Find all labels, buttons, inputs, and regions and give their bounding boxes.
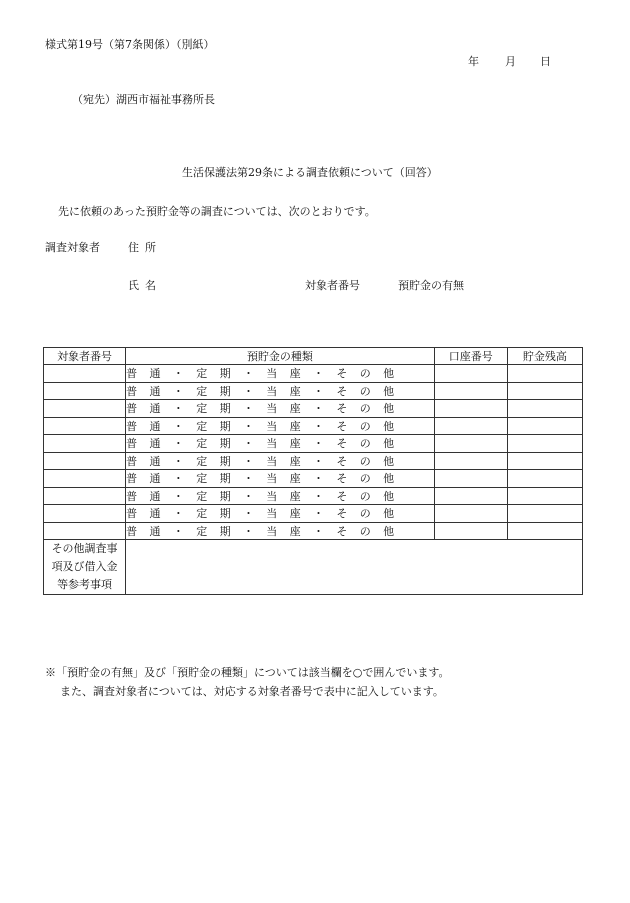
- deposit-type-char: 他: [383, 367, 395, 381]
- deposit-type-char: ・: [242, 402, 254, 416]
- deposit-type-char: 普: [126, 384, 138, 398]
- deposit-type-char: そ: [336, 454, 348, 468]
- table-row: [44, 382, 583, 400]
- deposit-type-char: ・: [172, 402, 184, 416]
- deposit-type-char: 期: [219, 472, 231, 486]
- deposit-type-char: 通: [149, 507, 161, 521]
- account-number-cell[interactable]: [434, 505, 507, 523]
- table-row: [44, 400, 583, 418]
- deposit-type-char: 他: [383, 524, 395, 538]
- account-number-cell[interactable]: [434, 417, 507, 435]
- deposit-type-char: 期: [219, 419, 231, 433]
- deposit-type-char: 座: [289, 402, 301, 416]
- deposit-type-char: の: [359, 402, 371, 416]
- notes-label-line: 等参考事項: [57, 578, 113, 591]
- balance-cell[interactable]: [507, 505, 582, 523]
- deposit-type-char: そ: [336, 489, 348, 503]
- deposit-type-char: 定: [196, 419, 208, 433]
- deposit-type-char: 通: [149, 472, 161, 486]
- target-number-cell[interactable]: [44, 470, 126, 488]
- name-label: 氏名: [128, 279, 162, 292]
- balance-cell[interactable]: [507, 452, 582, 470]
- date-year-label: 年: [468, 55, 479, 68]
- deposit-type-char: ・: [172, 524, 184, 538]
- deposit-type-char: 通: [149, 419, 161, 433]
- deposit-type-char: 座: [289, 489, 301, 503]
- deposit-type-char: 当: [266, 489, 278, 503]
- deposit-type-char: ・: [242, 454, 254, 468]
- deposit-type-char: そ: [336, 402, 348, 416]
- target-number-cell[interactable]: [44, 435, 126, 453]
- deposit-type-char: 座: [289, 472, 301, 486]
- target-number-cell[interactable]: [44, 505, 126, 523]
- balance-cell[interactable]: [507, 417, 582, 435]
- document-title: 生活保護法第29条による調査依頼について（回答）: [182, 166, 438, 179]
- target-number-label: 対象者番号: [305, 279, 360, 292]
- deposit-type-char: 通: [149, 524, 161, 538]
- date-day-label: 日: [540, 55, 551, 68]
- deposit-type-char: ・: [313, 419, 325, 433]
- balance-cell[interactable]: [507, 522, 582, 540]
- account-number-cell[interactable]: [434, 400, 507, 418]
- balance-cell[interactable]: [507, 365, 582, 383]
- deposit-type-char: そ: [336, 524, 348, 538]
- deposit-type-char: ・: [242, 524, 254, 538]
- deposit-type-char: 普: [126, 419, 138, 433]
- deposit-type-char: 通: [149, 367, 161, 381]
- deposit-type-char: そ: [336, 384, 348, 398]
- balance-cell[interactable]: [507, 400, 582, 418]
- deposit-type-char: 他: [383, 384, 395, 398]
- table-row: [44, 417, 583, 435]
- deposit-type-char: 当: [266, 402, 278, 416]
- deposit-type-char: 定: [196, 489, 208, 503]
- deposit-type-char: ・: [242, 437, 254, 451]
- deposit-existence-label: 預貯金の有無: [398, 279, 464, 292]
- deposit-type-cell: [126, 365, 435, 383]
- account-number-cell[interactable]: [434, 435, 507, 453]
- deposit-type-char: 期: [219, 507, 231, 521]
- table-row: [44, 452, 583, 470]
- deposit-type-char: 当: [266, 524, 278, 538]
- deposit-type-char: 普: [126, 472, 138, 486]
- intro-text: 先に依頼のあった預貯金等の調査については、次のとおりです。: [58, 205, 376, 218]
- deposit-type-char: ・: [313, 367, 325, 381]
- deposit-type-char: 期: [219, 402, 231, 416]
- deposit-type-char: 定: [196, 402, 208, 416]
- deposit-type-options: [126, 453, 394, 469]
- target-number-cell[interactable]: [44, 417, 126, 435]
- deposit-type-char: ・: [242, 507, 254, 521]
- deposit-type-char: ・: [313, 454, 325, 468]
- deposit-type-options: [126, 505, 394, 521]
- deposit-type-char: ・: [172, 472, 184, 486]
- deposit-type-char: 座: [289, 524, 301, 538]
- deposit-type-options: [126, 470, 394, 486]
- notes-label: [44, 540, 126, 595]
- table-row: [44, 487, 583, 505]
- addressee: （宛先）湖西市福祉事務所長: [72, 93, 215, 106]
- deposit-type-char: 座: [289, 454, 301, 468]
- table-row: [44, 505, 583, 523]
- table-header-row: [44, 348, 583, 365]
- deposit-type-char: の: [359, 367, 371, 381]
- deposit-type-char: の: [359, 419, 371, 433]
- deposit-type-char: そ: [336, 437, 348, 451]
- deposit-type-char: 普: [126, 454, 138, 468]
- target-number-cell[interactable]: [44, 487, 126, 505]
- deposit-type-char: そ: [336, 367, 348, 381]
- deposit-type-char: 座: [289, 507, 301, 521]
- deposit-type-char: 定: [196, 437, 208, 451]
- deposit-type-char: 他: [383, 419, 395, 433]
- deposit-type-char: 当: [266, 437, 278, 451]
- deposit-type-char: 当: [266, 472, 278, 486]
- balance-cell[interactable]: [507, 470, 582, 488]
- deposit-type-char: 普: [126, 524, 138, 538]
- deposit-type-char: 定: [196, 454, 208, 468]
- deposit-type-char: 期: [219, 367, 231, 381]
- deposit-type-char: 定: [196, 507, 208, 521]
- deposit-type-char: 他: [383, 489, 395, 503]
- deposit-type-char: そ: [336, 419, 348, 433]
- deposit-type-char: 普: [126, 437, 138, 451]
- deposit-type-char: 定: [196, 524, 208, 538]
- target-number-cell[interactable]: [44, 400, 126, 418]
- deposit-type-char: 当: [266, 507, 278, 521]
- deposit-type-char: ・: [172, 437, 184, 451]
- deposit-type-char: ・: [242, 384, 254, 398]
- deposit-type-char: の: [359, 524, 371, 538]
- deposit-type-char: 普: [126, 367, 138, 381]
- deposit-type-char: 座: [289, 419, 301, 433]
- address-label: 住所: [128, 241, 162, 254]
- deposit-type-char: 通: [149, 402, 161, 416]
- deposit-type-char: ・: [172, 507, 184, 521]
- deposit-type-char: ・: [172, 489, 184, 503]
- account-number-cell[interactable]: [434, 365, 507, 383]
- header-balance: 貯金残高: [507, 348, 582, 365]
- form-number: 様式第19号（第7条関係）（別紙）: [45, 38, 215, 51]
- deposit-type-char: の: [359, 507, 371, 521]
- deposit-type-char: の: [359, 384, 371, 398]
- balance-cell[interactable]: [507, 382, 582, 400]
- deposit-type-char: ・: [313, 472, 325, 486]
- account-number-cell[interactable]: [434, 487, 507, 505]
- deposit-type-char: 当: [266, 454, 278, 468]
- deposit-type-char: そ: [336, 507, 348, 521]
- deposit-type-char: の: [359, 472, 371, 486]
- target-number-cell[interactable]: [44, 382, 126, 400]
- deposit-type-char: の: [359, 454, 371, 468]
- deposit-type-char: 他: [383, 472, 395, 486]
- header-deposit-type: 預貯金の種類: [126, 348, 435, 365]
- deposit-type-options: [126, 523, 394, 539]
- balance-cell[interactable]: [507, 487, 582, 505]
- deposit-type-cell: [126, 452, 435, 470]
- deposit-type-char: ・: [313, 489, 325, 503]
- notes-row: [44, 540, 583, 595]
- target-number-cell[interactable]: [44, 522, 126, 540]
- deposit-type-char: 期: [219, 524, 231, 538]
- notes-field[interactable]: [126, 540, 583, 595]
- account-number-cell[interactable]: [434, 382, 507, 400]
- deposit-type-cell: [126, 487, 435, 505]
- deposit-type-char: 期: [219, 489, 231, 503]
- footnote: また、調査対象者については、対応する対象者番号で表中に記入しています。: [60, 685, 444, 698]
- deposit-type-char: 普: [126, 402, 138, 416]
- deposit-type-char: ・: [313, 507, 325, 521]
- balance-cell[interactable]: [507, 435, 582, 453]
- deposit-type-char: 通: [149, 489, 161, 503]
- deposit-type-char: 当: [266, 384, 278, 398]
- notes-label-line: 項及び借入金: [51, 560, 118, 573]
- footnote: ※「預貯金の有無」及び「預貯金の種類」については該当欄を○で囲んでいます。: [45, 666, 450, 679]
- deposit-type-char: ・: [172, 384, 184, 398]
- table-row: [44, 522, 583, 540]
- deposit-type-options: [126, 383, 394, 399]
- deposit-type-char: 普: [126, 507, 138, 521]
- deposit-type-char: ・: [172, 419, 184, 433]
- deposit-type-char: 当: [266, 419, 278, 433]
- header-account-number: 口座番号: [434, 348, 507, 365]
- deposit-type-cell: [126, 417, 435, 435]
- deposit-type-char: 座: [289, 367, 301, 381]
- deposit-type-options: [126, 365, 394, 381]
- account-number-cell[interactable]: [434, 452, 507, 470]
- deposit-table: [43, 347, 583, 595]
- account-number-cell[interactable]: [434, 522, 507, 540]
- deposit-type-char: 定: [196, 384, 208, 398]
- deposit-type-options: [126, 418, 394, 434]
- deposit-type-char: 他: [383, 454, 395, 468]
- deposit-type-char: の: [359, 437, 371, 451]
- table-row: [44, 470, 583, 488]
- deposit-type-char: 期: [219, 437, 231, 451]
- deposit-type-char: ・: [172, 367, 184, 381]
- deposit-type-char: そ: [336, 472, 348, 486]
- deposit-type-char: 座: [289, 384, 301, 398]
- deposit-type-char: 普: [126, 489, 138, 503]
- deposit-type-char: ・: [313, 524, 325, 538]
- deposit-type-cell: [126, 505, 435, 523]
- deposit-type-char: 当: [266, 367, 278, 381]
- deposit-type-char: 定: [196, 367, 208, 381]
- deposit-type-char: 他: [383, 507, 395, 521]
- notes-label-line: その他調査事: [51, 542, 118, 555]
- deposit-type-cell: [126, 435, 435, 453]
- deposit-type-char: 通: [149, 437, 161, 451]
- deposit-type-options: [126, 488, 394, 504]
- deposit-type-char: 通: [149, 384, 161, 398]
- deposit-type-char: 通: [149, 454, 161, 468]
- deposit-type-char: 他: [383, 437, 395, 451]
- deposit-type-cell: [126, 470, 435, 488]
- deposit-type-char: ・: [313, 402, 325, 416]
- deposit-type-char: ・: [172, 454, 184, 468]
- deposit-type-char: ・: [242, 472, 254, 486]
- deposit-type-options: [126, 400, 394, 416]
- deposit-type-char: 座: [289, 437, 301, 451]
- target-number-cell[interactable]: [44, 365, 126, 383]
- deposit-type-char: 期: [219, 454, 231, 468]
- account-number-cell[interactable]: [434, 470, 507, 488]
- table-row: [44, 365, 583, 383]
- header-target-number: 対象者番号: [44, 348, 126, 365]
- deposit-type-cell: [126, 400, 435, 418]
- deposit-type-char: ・: [313, 384, 325, 398]
- deposit-type-char: の: [359, 489, 371, 503]
- deposit-type-char: 期: [219, 384, 231, 398]
- deposit-type-char: ・: [242, 489, 254, 503]
- deposit-type-char: ・: [313, 437, 325, 451]
- deposit-type-cell: [126, 522, 435, 540]
- subject-label: 調査対象者: [45, 241, 100, 254]
- deposit-type-char: 定: [196, 472, 208, 486]
- deposit-type-options: [126, 435, 394, 451]
- target-number-cell[interactable]: [44, 452, 126, 470]
- deposit-type-cell: [126, 382, 435, 400]
- deposit-type-char: ・: [242, 367, 254, 381]
- deposit-type-char: 他: [383, 402, 395, 416]
- deposit-type-char: ・: [242, 419, 254, 433]
- date-month-label: 月: [505, 55, 516, 68]
- table-row: [44, 435, 583, 453]
